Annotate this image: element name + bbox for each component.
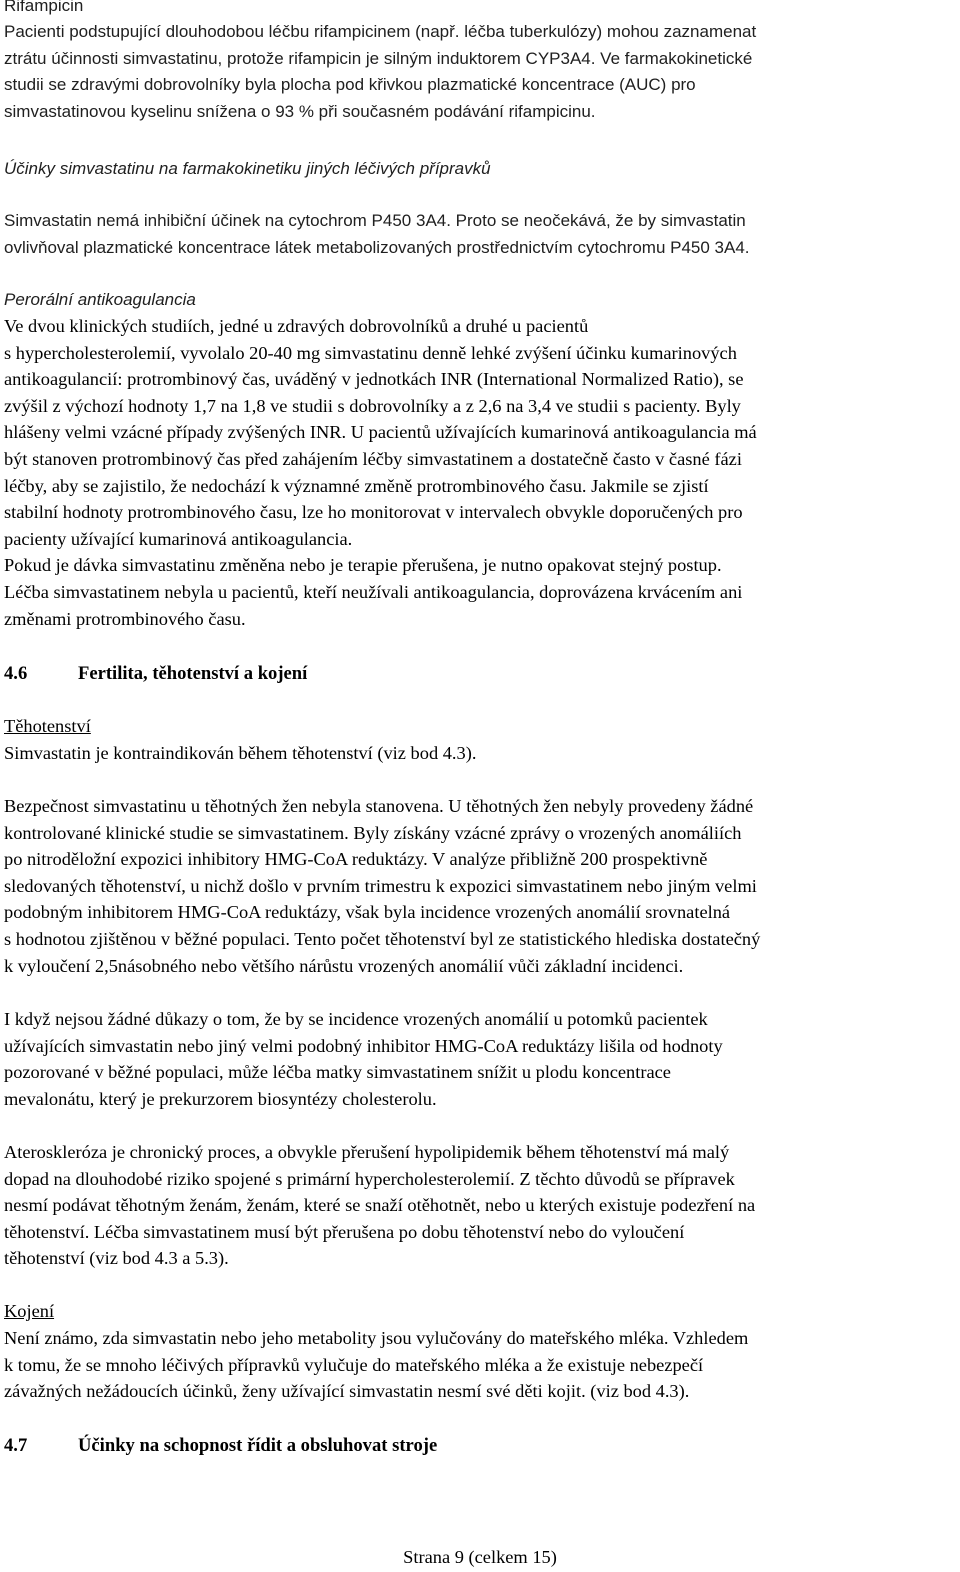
paragraph-line: Ateroskleróza je chronický proces, a obvykle přerušení hypolipidemik během těhotenství má malý (4, 1142, 730, 1162)
section-title: Účinky na schopnost řídit a obsluhovat stroje (78, 1435, 438, 1456)
paragraph-line: užívajících simvastatin nebo jiný velmi podobný inhibitor HMG-CoA reduktázy lišila od hodnoty (4, 1035, 723, 1056)
paragraph-line: kontrolované klinické studie se simvastatinem. Byly získány vzácné zprávy o vrozených anomáliích (4, 822, 742, 843)
paragraph-line: změnami protrombinového času. (4, 608, 246, 629)
paragraph-line: Není známo, zda simvastatin nebo jeho metabolity jsou vylučovány do mateřského mléka. Vzhledem (4, 1328, 749, 1348)
paragraph-line: po nitroděložní expozici inhibitory HMG-CoA reduktázy. V analýze přibližně 200 prospektivně (4, 849, 708, 870)
paragraph-line: k tomu, že se mnoho léčivých přípravků vylučuje do mateřského mléka a že existuje nebezpečí (4, 1354, 704, 1375)
paragraph-line: nesmí podávat těhotným ženám, ženám, které se snaží otěhotnět, nebo u kterých existuje podezření na (4, 1195, 756, 1216)
subsection-heading-pregnancy: Těhotenství (4, 716, 91, 736)
paragraph-line: Pokud je dávka simvastatinu změněna nebo je terapie přerušena, je nutno opakovat stejný postup. (4, 555, 722, 576)
paragraph-line: Simvastatin nemá inhibiční účinek na cytochrom P450 3A4. Proto se neočekává, že by simvastatin (4, 211, 746, 230)
paragraph-line: Simvastatin je kontraindikován během těhotenství (viz bod 4.3). (4, 743, 477, 763)
paragraph-line: ztrátu účinnosti simvastatinu, protože rifampicin je silným induktorem CYP3A4. Ve farmakokinetické (4, 48, 753, 68)
paragraph-line: ovlivňoval plazmatické koncentrace látek metabolizovaných prostřednictvím cytochromu P450 3A4. (4, 237, 750, 257)
section-number: 4.7 (4, 1435, 28, 1456)
section-heading-4-7 (4, 1434, 437, 1458)
paragraph-line: podobným inhibitorem HMG-CoA reduktázy, však byla incidence vrozených anomálií srovnatelná (4, 902, 731, 923)
paragraph-line: závažných nežádoucích účinků, ženy užívající simvastatin nesmí své děti kojit. (viz bod 4.3). (4, 1381, 690, 1402)
paragraph-line: zvýšil z výchozí hodnoty 1,7 na 1,8 ve studii s dobrovolníky a z 2,6 na 3,4 ve studii s pacienty. Byly (4, 395, 741, 416)
section-number: 4.6 (4, 663, 28, 684)
paragraph-line: pozorované v běžné populaci, může léčba matky simvastatinem snížit u plodu koncentrace (4, 1062, 671, 1083)
section-title: Fertilita, těhotenství a kojení (78, 663, 308, 684)
subsection-heading-effects: Účinky simvastatinu na farmakokinetiku jiných léčivých přípravků (4, 159, 491, 178)
subsection-heading-breastfeeding: Kojení (4, 1301, 55, 1321)
paragraph-line: k vyloučení 2,5násobného nebo většího nárůstu vrozených anomálií vůči základní incidenci. (4, 955, 684, 976)
paragraph-line: mevalonátu, který je prekurzorem biosyntézy cholesterolu. (4, 1088, 437, 1109)
paragraph-line: sledovaných těhotenství, u nichž došlo v prvním trimestru k expozici simvastatinem nebo jiným velmi (4, 875, 757, 896)
paragraph-line: stabilní hodnoty protrombinového času, lze ho monitorovat v intervalech obvykle doporučených pro (4, 502, 743, 523)
paragraph-line: Bezpečnost simvastatinu u těhotných žen nebyla stanovena. U těhotných žen nebyly provedeny žádné (4, 796, 754, 816)
subsection-heading-rifampicin: Rifampicin (4, 0, 84, 15)
paragraph-line: simvastatinovou kyselinu snížena o 93 % při současném podávání rifampicinu. (4, 101, 596, 121)
paragraph-line: těhotenství. Léčba simvastatinem musí být přerušena po dobu těhotenství nebo do vyloučení (4, 1221, 685, 1242)
paragraph-line: těhotenství (viz bod 4.3 a 5.3). (4, 1248, 229, 1269)
paragraph-line: antikoagulancií: protrombinový čas, uváděný v jednotkách INR (International Normalized Ratio), se (4, 369, 744, 390)
paragraph-line: s hodnotou zjištěnou v běžné populaci. Tento počet těhotenství byl ze statistického hlediska dostatečný (4, 929, 761, 949)
paragraph-line: Pacienti podstupující dlouhodobou léčbu rifampicinem (např. léčba tuberkulózy) mohou zaznamenat (4, 22, 757, 41)
paragraph-line: pacienty užívající kumarinová antikoagulancia. (4, 528, 353, 549)
page-footer: Strana 9 (celkem 15) (403, 1547, 557, 1567)
paragraph-line: být stanoven protrombinový čas před zahájením léčby simvastatinem a dostatečně často v časné fázi (4, 449, 742, 469)
paragraph-line: I když nejsou žádné důkazy o tom, že by se incidence vrozených anomálií u potomků pacientek (4, 1009, 708, 1029)
paragraph-line: Léčba simvastatinem nebyla u pacientů, kteří neužívali antikoagulancia, doprovázena krvácením ani (4, 582, 743, 602)
section-heading-4-6 (4, 662, 307, 686)
paragraph-line: hlášeny velmi vzácné případy zvýšených INR. U pacientů užívajících kumarinová antikoagulancia má (4, 422, 757, 443)
subsection-heading-anticoagulants: Perorální antikoagulancia (4, 290, 196, 309)
paragraph-line: dopad na dlouhodobé riziko spojené s primární hypercholesterolemií. Z těchto důvodů se přípravek (4, 1168, 735, 1189)
paragraph-line: s hypercholesterolemií, vyvolalo 20-40 mg simvastatinu denně lehké zvýšení účinku kumarinových (4, 342, 737, 363)
paragraph-line: Ve dvou klinických studiích, jedné u zdravých dobrovolníků a druhé u pacientů (4, 316, 589, 336)
paragraph-line: studii se zdravými dobrovolníky byla plocha pod křivkou plazmatické koncentrace (AUC) pro (4, 75, 696, 95)
paragraph-line: léčby, aby se zajistilo, že nedochází k významné změně protrombinového času. Jakmile se zjistí (4, 475, 709, 496)
